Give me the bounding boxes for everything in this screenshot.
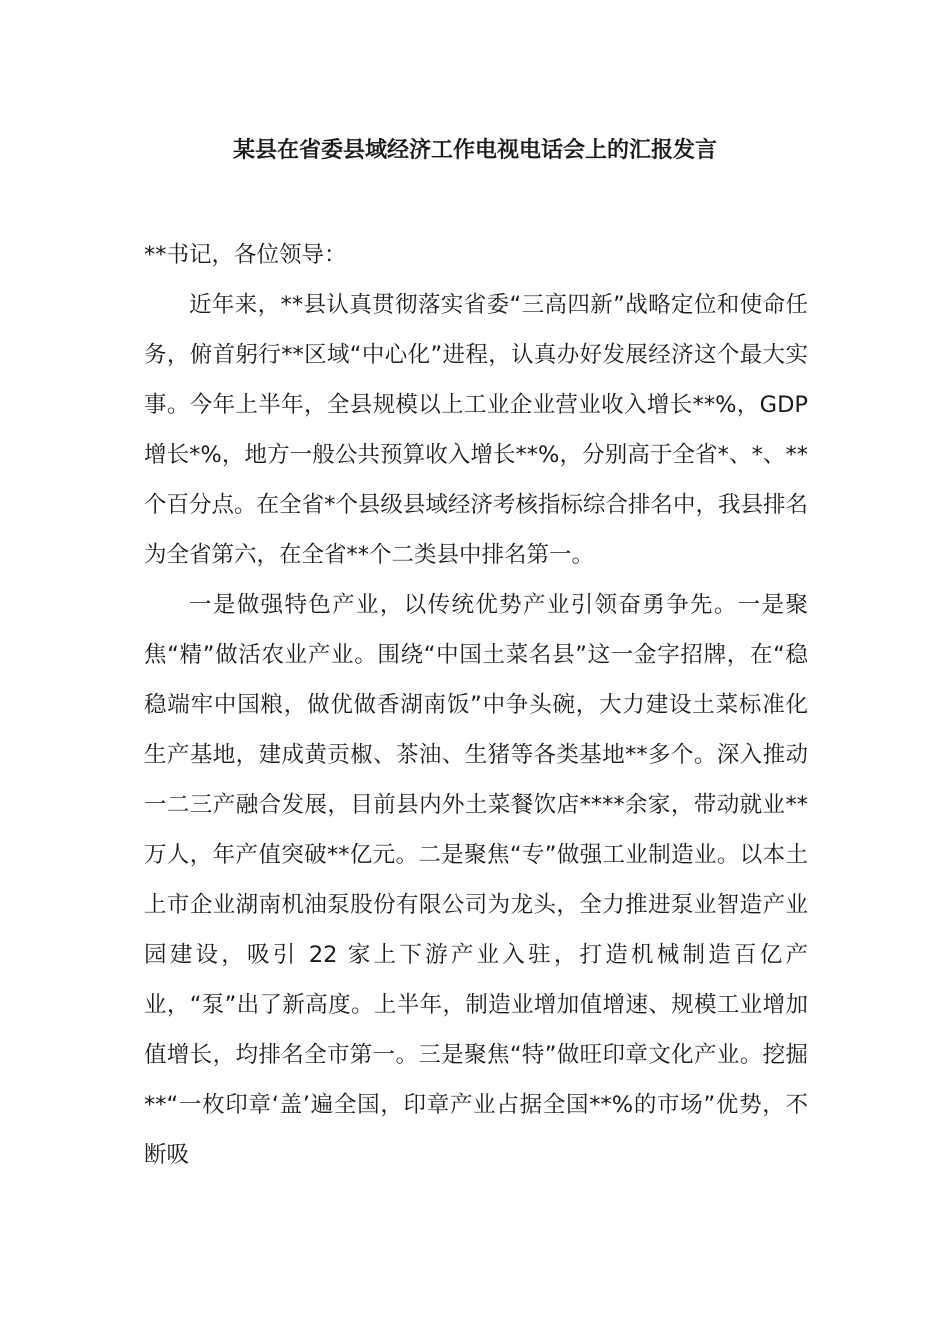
document-body <box>144 230 808 1180</box>
paragraph-intro: 近年来，**县认真贯彻落实省委“三高四新”战略定位和使命任务，俯首躬行**区域“中心化”进程，认真办好发展经济这个最大实事。今年上半年，全县规模以上工业企业营业收入增长**%，GDP 增长*%，地方一般公共预算收入增长**%，分别高于全省*、*、**个百分点。在全省*个县级县域经济考核指标综合排名中，我县排名为全省第六，在全省**个二类县中排名第一。 <box>144 292 808 568</box>
document-title: 某县在省委县域经济工作电视电话会上的汇报发言 <box>232 138 717 163</box>
salutation: **书记，各位领导： <box>144 242 347 268</box>
paragraph-industry: 一是做强特色产业，以传统优势产业引领奋勇争先。一是聚焦“精”做活农业产业。围绕“中国土菜名县”这一金字招牌，在“稳稳端牢中国粮，做优做香湖南饭”中争头碗，大力建设土菜标准化生产基地，建成黄贡椒、茶油、生猪等各类基地**多个。深入推动一二三产融合发展，目前县内外土菜餐饮店****余家，带动就业**万人，年产值突破**亿元。二是聚焦“专”做强工业制造业。以本土上市企业湖南机油泵股份有限公司为龙头，全力推进泵业智造产业园建设，吸引 22 家上下游产业入驻，打造机械制造百亿产业，“泵”出了新高度。上半年，制造业增加值增速、规模工业增加值增长，均排名全市第一。三是聚焦“特”做旺印章文化产业。挖掘**“一枚印章‘盖’遍全国，印章产业占据全国**%的市场”优势，不断吸 <box>144 592 808 1168</box>
